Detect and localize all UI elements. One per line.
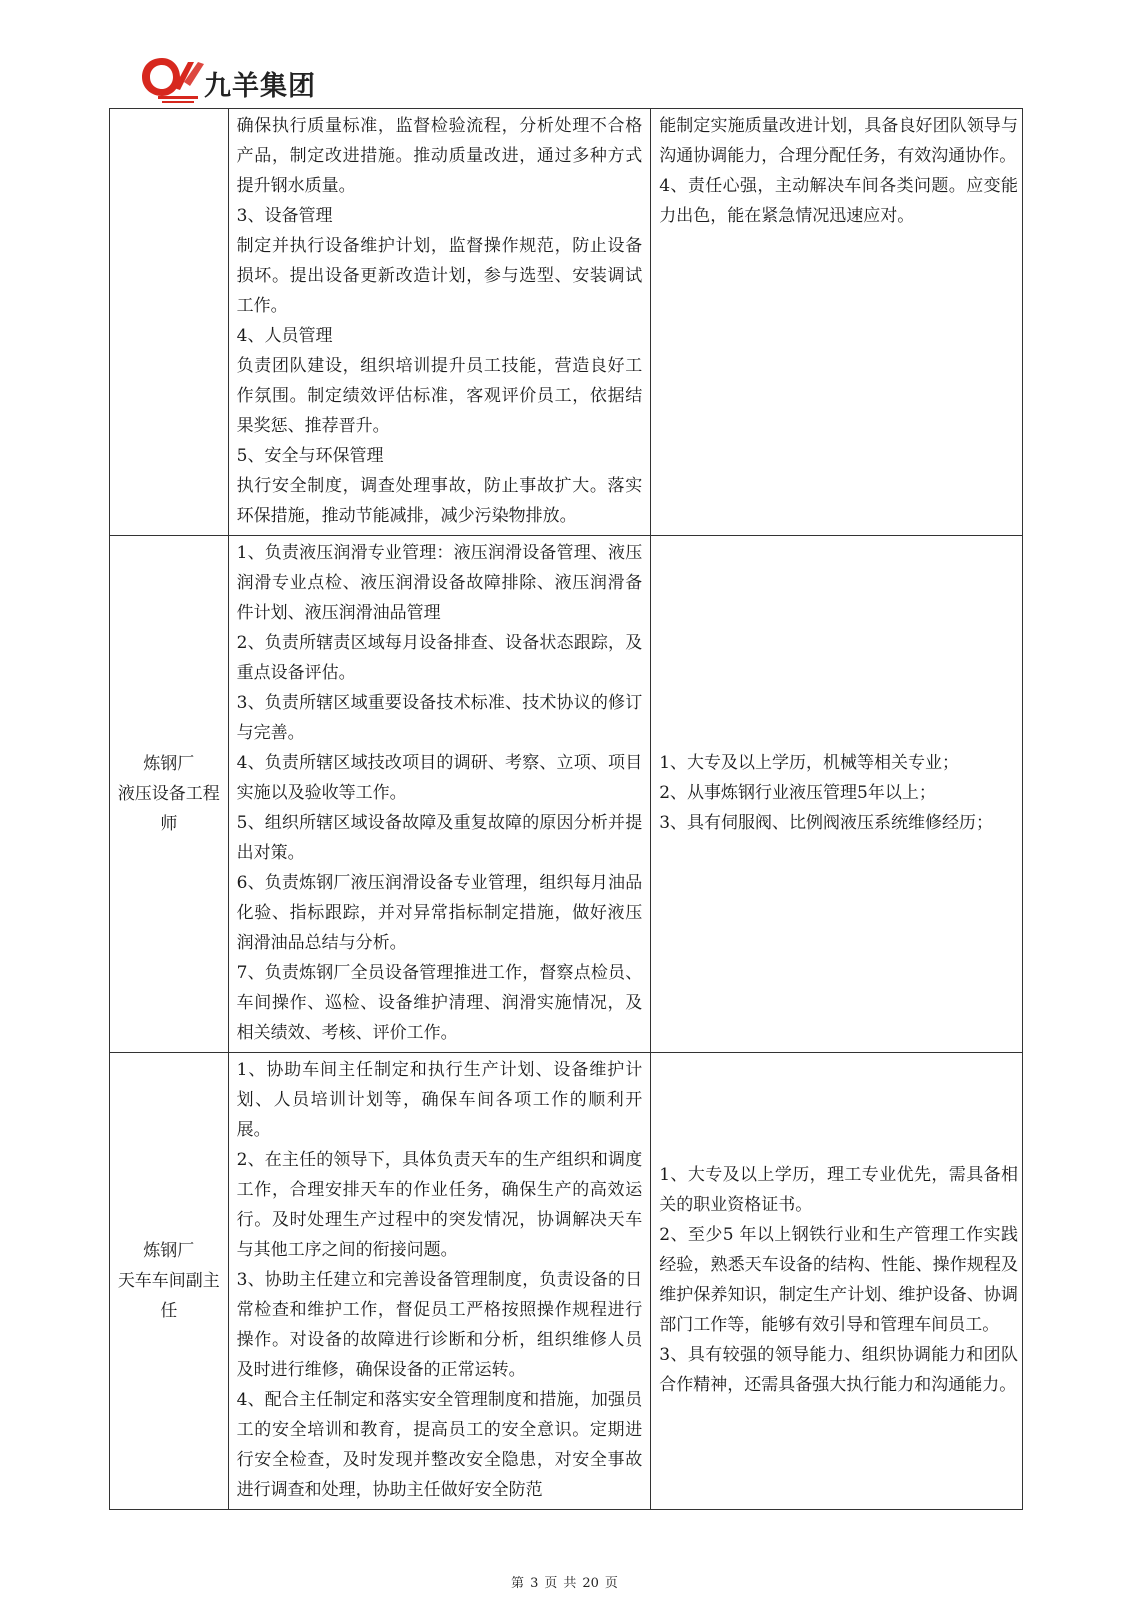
duty-line: 5、组织所辖区域设备故障及重复故障的原因分析并提出对策。 [236,813,643,863]
table-row [110,536,1023,1053]
duty-line: 2、负责所辖责区域每月设备排查、设备状态跟踪，及重点设备评估。 [236,633,643,683]
requirements-cell [651,536,1023,1053]
jiuyang-logo-icon [140,52,210,104]
duty-line: 4、人员管理 [236,326,333,346]
duty-line: 3、负责所辖区域重要设备技术标准、技术协议的修订与完善。 [236,693,643,743]
page-footer [0,1572,1129,1591]
requirement-line: 3、具有伺服阀、比例阀液压系统维修经历； [659,813,994,833]
requirements-cell [651,109,1023,536]
footer-prefix: 第 [511,1576,525,1591]
brand-name: 九羊集团 [204,71,316,102]
requirement-line: 1、大专及以上学历，机械等相关专业； [659,753,960,773]
position-cell [110,109,229,536]
duty-line: 4、配合主任制定和落实安全管理制度和措施，加强员工的安全培训和教育，提高员工的安全意识。定期进行安全检查，及时发现并整改安全隐患，对安全事故进行调查和处理，协助主任做好安全防范 [236,1390,643,1500]
duty-line: 7、负责炼钢厂全员设备管理推进工作，督察点检员、车间操作、巡检、设备维护清理、润滑实施情况，及相关绩效、考核、评价工作。 [236,963,643,1043]
requirement-line: 4、责任心强，主动解决车间各类问题。应变能力出色，能在紧急情况迅速应对。 [659,176,1018,226]
footer-page-word: 页 [544,1576,558,1591]
requirement-line: 2、从事炼钢行业液压管理5年以上； [659,783,936,803]
footer-total-word: 共 [563,1576,577,1591]
position-cell [110,536,229,1053]
position-line: 炼钢厂 [143,1241,195,1261]
position-line: 液压设备工程师 [117,784,220,834]
duty-line: 4、负责所辖区域技改项目的调研、考察、立项、项目实施以及验收等工作。 [236,753,643,803]
duty-line: 负责团队建设，组织培训提升员工技能，营造良好工作氛围。制定绩效评估标准，客观评价员工，依据结果奖惩、推荐晋升。 [236,356,643,436]
requirement-line: 2、至少5 年以上钢铁行业和生产管理工作实践经验，熟悉天车设备的结构、性能、操作规程及维护保养知识，制定生产计划、维护设备、协调部门工作等，能够有效引导和管理车间员工。 [659,1225,1018,1335]
duty-line: 5、安全与环保管理 [236,446,384,466]
duty-line: 确保执行质量标准，监督检验流程，分析处理不合格产品，制定改进措施。推动质量改进，通过多种方式提升钢水质量。 [236,116,643,196]
duty-line: 3、设备管理 [236,206,333,226]
position-line: 炼钢厂 [143,754,195,774]
duty-line: 1、协助车间主任制定和执行生产计划、设备维护计划、人员培训计划等，确保车间各项工作的顺利开展。 [236,1060,643,1140]
duty-line: 制定并执行设备维护计划，监督操作规范，防止设备损坏。提出设备更新改造计划，参与选型、安装调试工作。 [236,236,643,316]
position-cell [110,1053,229,1510]
footer-suffix: 页 [604,1576,618,1591]
job-description-table [109,108,1023,1510]
current-page-number: 3 [530,1576,539,1591]
duties-cell [228,1053,651,1510]
duty-line: 执行安全制度，调查处理事故，防止事故扩大。落实环保措施，推动节能减排，减少污染物排放。 [236,476,643,526]
duty-line: 6、负责炼钢厂液压润滑设备专业管理，组织每月油品化验、指标跟踪，并对异常指标制定措施，做好液压润滑油品总结与分析。 [236,873,643,953]
requirements-cell [651,1053,1023,1510]
requirement-line: 3、具有较强的领导能力、组织协调能力和团队合作精神，还需具备强大执行能力和沟通能力。 [659,1345,1018,1395]
position-line: 天车车间副主任 [117,1271,220,1321]
duty-line: 3、协助主任建立和完善设备管理制度，负责设备的日常检查和维护工作，督促员工严格按照操作规程进行操作。对设备的故障进行诊断和分析，组织维修人员及时进行维修，确保设备的正常运转。 [236,1270,643,1380]
table-row [110,109,1023,536]
requirement-line: 1、大专及以上学历，理工专业优先，需具备相关的职业资格证书。 [659,1165,1018,1215]
duty-line: 2、在主任的领导下，具体负责天车的生产组织和调度工作，合理安排天车的作业任务，确保生产的高效运行。及时处理生产过程中的突发情况，协调解决天车与其他工序之间的衔接问题。 [236,1150,643,1260]
requirement-line: 能制定实施质量改进计划，具备良好团队领导与沟通协调能力，合理分配任务，有效沟通协作。 [659,116,1018,166]
table-row [110,1053,1023,1510]
duties-cell [228,536,651,1053]
duties-cell [228,109,651,536]
duty-line: 1、负责液压润滑专业管理：液压润滑设备管理、液压润滑专业点检、液压润滑设备故障排除、液压润滑备件计划、液压润滑油品管理 [236,543,643,623]
total-pages-number: 20 [582,1576,599,1591]
